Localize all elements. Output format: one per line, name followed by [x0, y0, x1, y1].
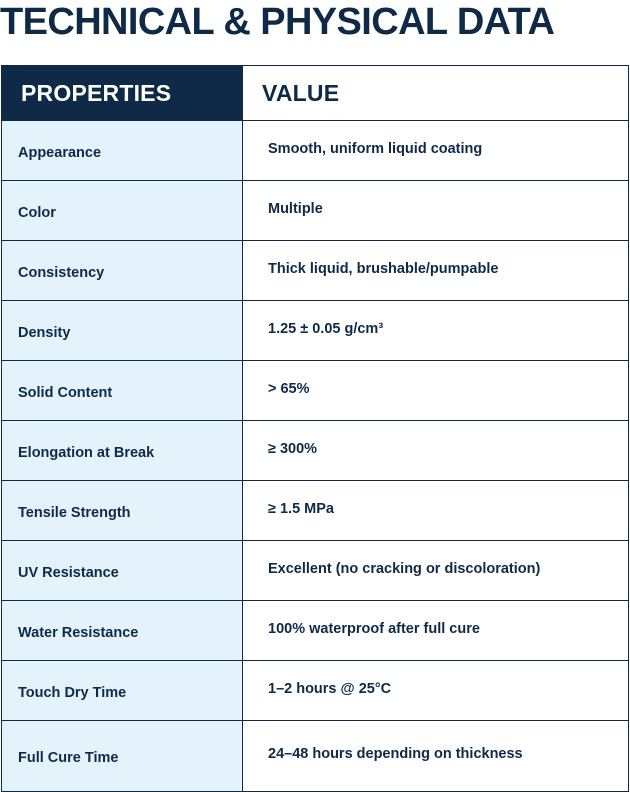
table-row [2, 361, 629, 421]
property-cell: Solid Content [2, 361, 243, 421]
properties-column-header: PROPERTIES [2, 66, 243, 121]
value-cell: 1–2 hours @ 25°C [243, 661, 629, 721]
value-cell: > 65% [243, 361, 629, 421]
value-cell: ≥ 1.5 MPa [243, 481, 629, 541]
table-row [2, 121, 629, 181]
table-row [2, 241, 629, 301]
table-row [2, 541, 629, 601]
property-cell: Appearance [2, 121, 243, 181]
value-column-header: VALUE [243, 66, 629, 121]
table-row [2, 421, 629, 481]
table-row [2, 481, 629, 541]
page-title: TECHNICAL & PHYSICAL DATA [0, 1, 555, 43]
value-cell: 1.25 ± 0.05 g/cm³ [243, 301, 629, 361]
value-cell: ≥ 300% [243, 421, 629, 481]
table-row [2, 601, 629, 661]
property-cell: Full Cure Time [2, 721, 243, 792]
table-row [2, 721, 629, 792]
table-row [2, 301, 629, 361]
property-cell: Elongation at Break [2, 421, 243, 481]
table-body [2, 121, 629, 792]
property-cell: Density [2, 301, 243, 361]
property-cell: UV Resistance [2, 541, 243, 601]
value-cell: Thick liquid, brushable/pumpable [243, 241, 629, 301]
property-cell: Consistency [2, 241, 243, 301]
table-row [2, 661, 629, 721]
value-cell: 24–48 hours depending on thickness [243, 721, 629, 792]
property-cell: Color [2, 181, 243, 241]
technical-data-table [1, 65, 629, 792]
table-header [2, 66, 629, 121]
value-cell: Multiple [243, 181, 629, 241]
value-cell: Excellent (no cracking or discoloration) [243, 541, 629, 601]
property-cell: Touch Dry Time [2, 661, 243, 721]
property-cell: Tensile Strength [2, 481, 243, 541]
value-cell: 100% waterproof after full cure [243, 601, 629, 661]
value-cell: Smooth, uniform liquid coating [243, 121, 629, 181]
table-row [2, 181, 629, 241]
property-cell: Water Resistance [2, 601, 243, 661]
header-row [2, 66, 629, 121]
